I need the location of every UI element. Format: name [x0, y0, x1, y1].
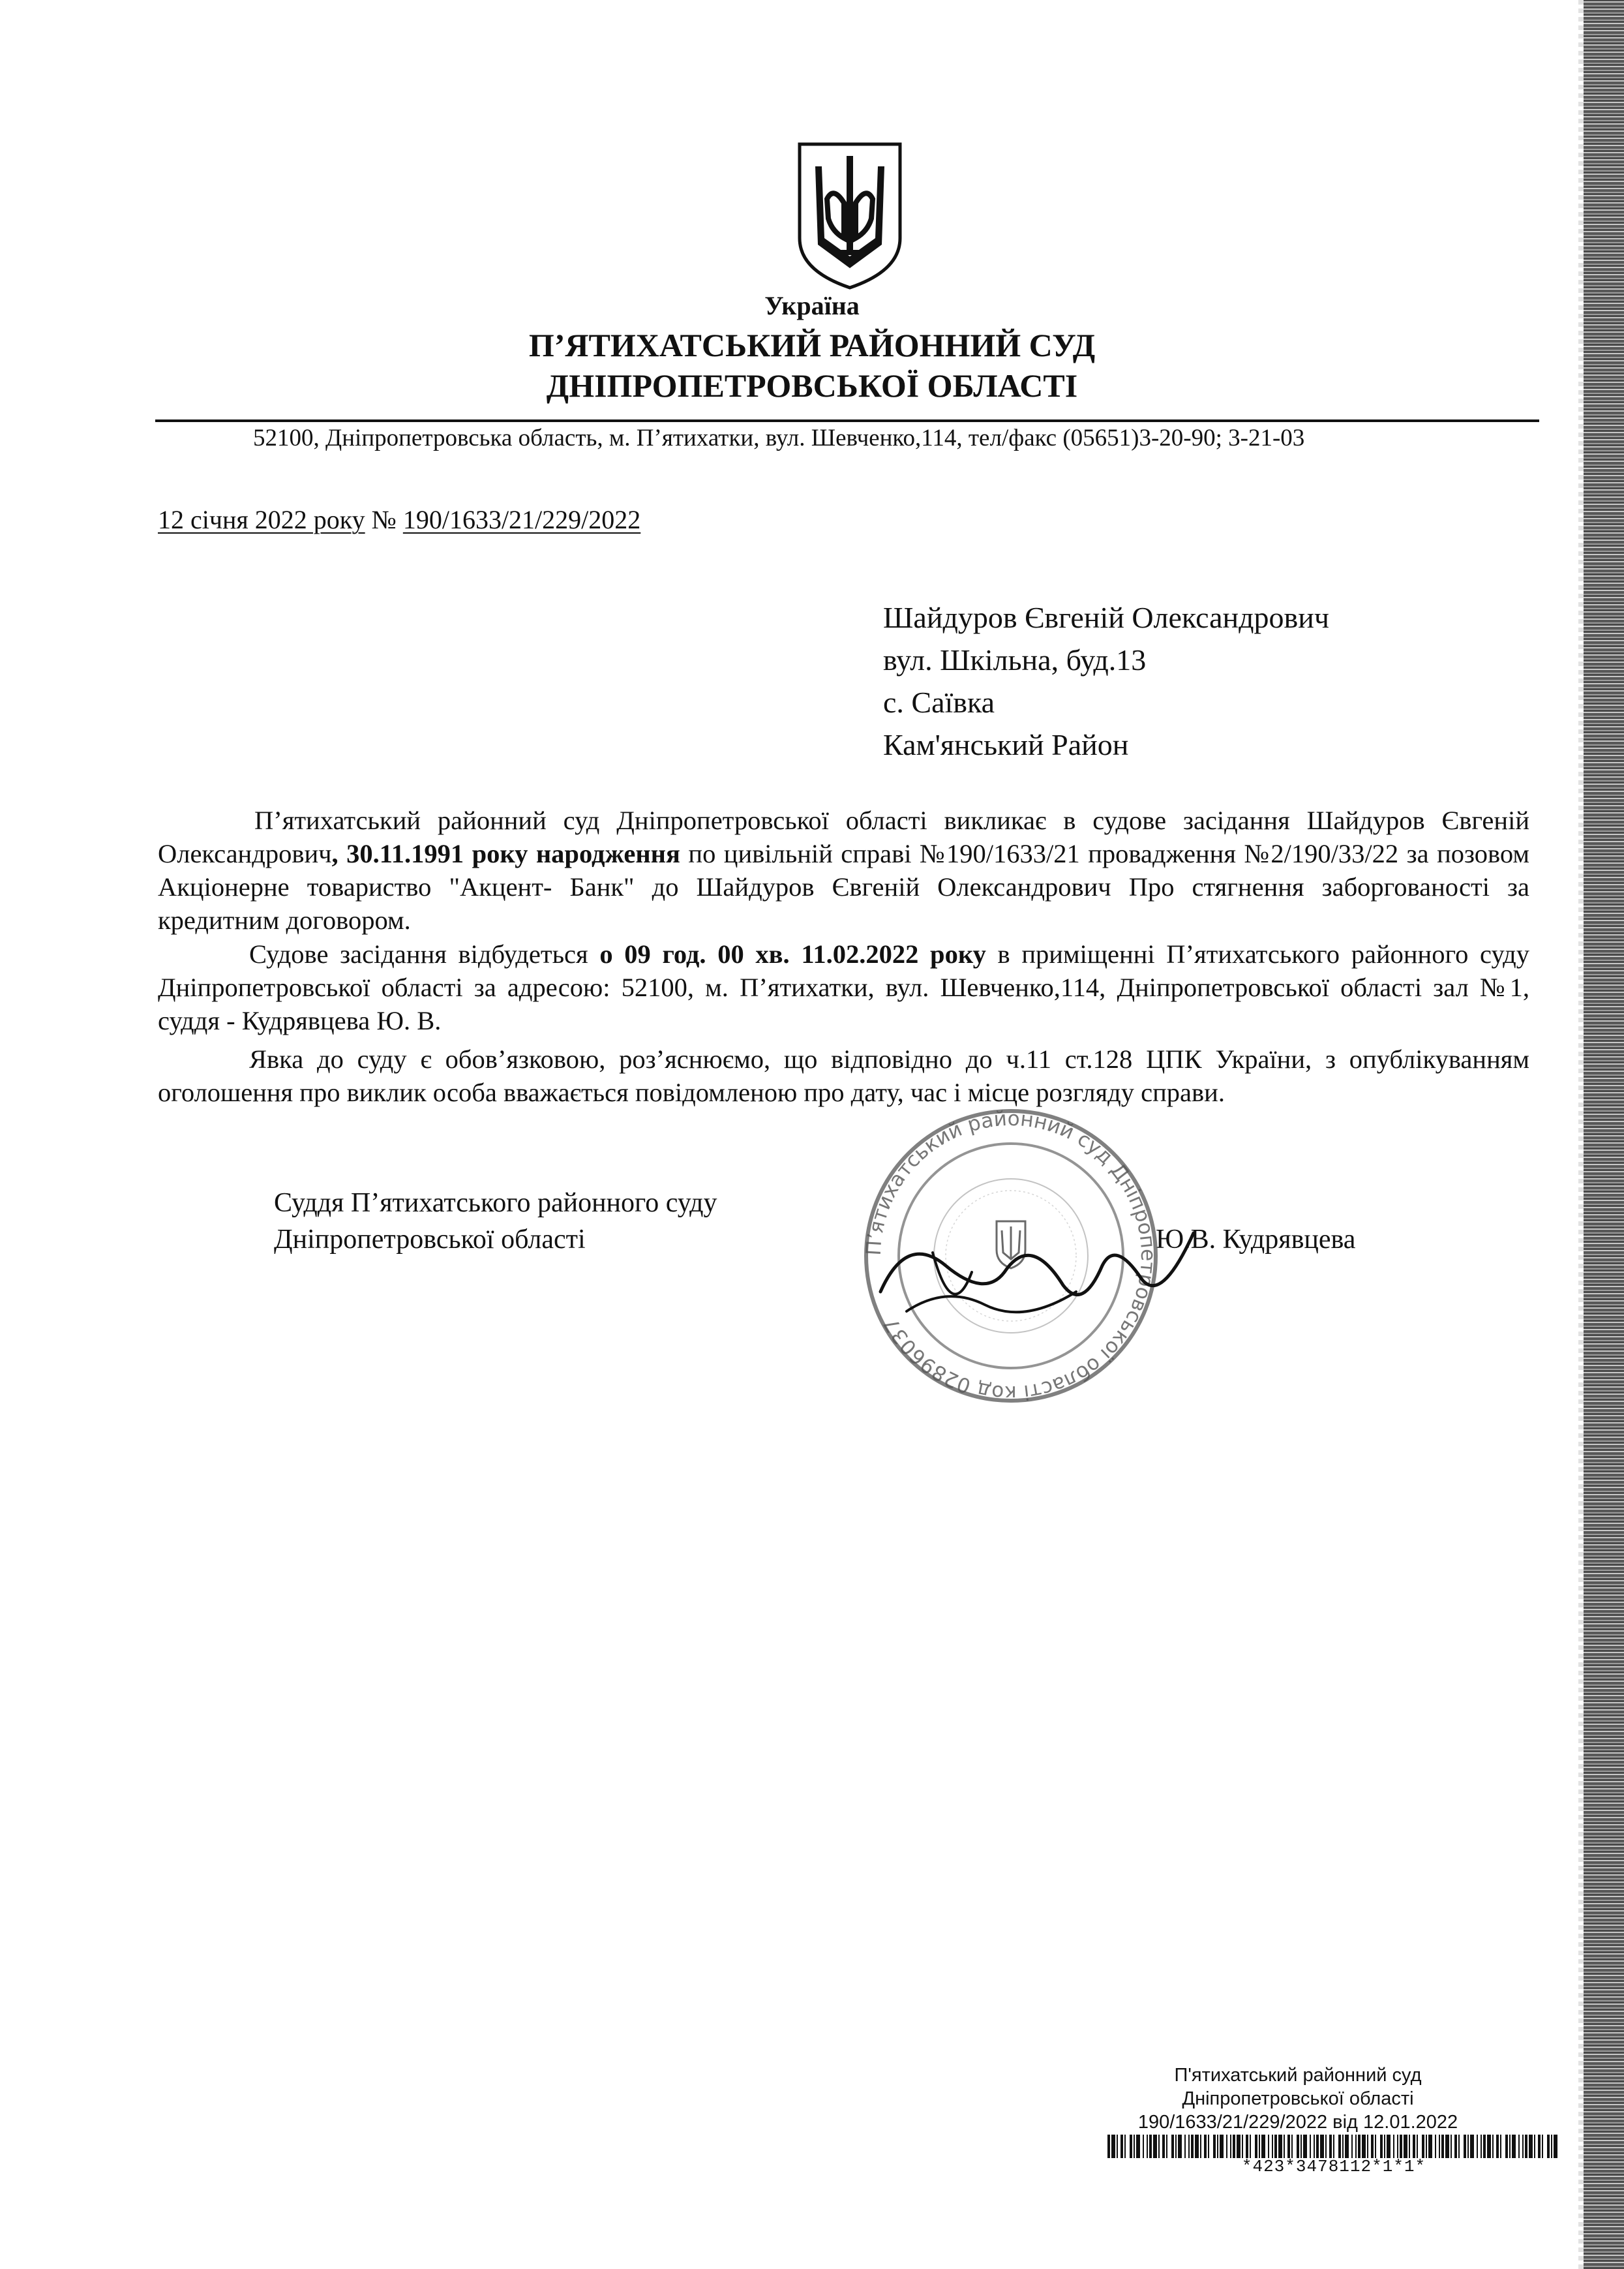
case-text: по цивільній справі №190/1633/21 провадження №2/190/33/22 за позовом Акціонерне товариство "Акцент- Банк" до Шайдуров Євгеній Олександрович Про стягнення заборгованості за кредитним договором. [158, 839, 1529, 935]
body-paragraph-3 [158, 1043, 1529, 1109]
country-name: Україна [764, 291, 860, 320]
barcode-bar [1529, 2135, 1533, 2158]
barcode-bar [1496, 2135, 1499, 2158]
barcode-bar [1481, 2135, 1482, 2158]
barcode-bar [1371, 2135, 1374, 2158]
barcode-bar [1355, 2135, 1357, 2158]
barcode-bar [1134, 2135, 1135, 2158]
barcode-bar [1111, 2135, 1115, 2158]
barcode-bar [1124, 2135, 1126, 2158]
barcode-bar [1117, 2135, 1118, 2158]
barcode-bar [1413, 2135, 1415, 2158]
judge-title-line1: Суддя П’ятихатського районного суду [274, 1188, 717, 1218]
barcode-bar [1439, 2135, 1440, 2158]
barcode-bar [1351, 2135, 1353, 2158]
barcode-bar [1287, 2135, 1290, 2158]
barcode-bar [1492, 2135, 1494, 2158]
barcode-bar [1208, 2135, 1209, 2158]
barcode-bar [1483, 2135, 1486, 2158]
barcode-bar [1464, 2135, 1466, 2158]
barcode-bar [1426, 2135, 1427, 2158]
barcode-bar [1333, 2135, 1334, 2158]
barcode-bar [1522, 2135, 1524, 2158]
registration-stamp [1011, 2063, 1585, 2134]
barcode-bar [1217, 2135, 1218, 2158]
barcode-bar [1120, 2135, 1123, 2158]
barcode-bar [1454, 2135, 1457, 2158]
barcode-bar [1393, 2135, 1394, 2158]
barcode-bar [1487, 2135, 1491, 2158]
outgoing-number: 190/1633/21/229/2022 [402, 505, 641, 534]
barcode-bar [1367, 2135, 1368, 2158]
seal-text: П’ятихатський районний суд Дніпропетровської області код 02896037 [862, 1106, 1160, 1405]
body-paragraph-1 [158, 804, 1529, 937]
barcode-bar [1301, 2135, 1302, 2158]
barcode-bar [1246, 2135, 1248, 2158]
barcode-bar [1470, 2135, 1474, 2158]
barcode-bar [1329, 2135, 1332, 2158]
barcode-bar [1149, 2135, 1152, 2158]
barcode-bar [1268, 2135, 1269, 2158]
barcode-bar [1272, 2135, 1273, 2158]
barcode-bar [1130, 2135, 1132, 2158]
barcode-bar [1274, 2135, 1277, 2158]
barcode-bar [1551, 2135, 1552, 2158]
judge-name: Ю.В. Кудрявцева [1156, 1225, 1356, 1255]
registration-region: Дніпропетровської області [1182, 2088, 1414, 2109]
barcode-bar [1428, 2135, 1432, 2158]
barcode-bar [1441, 2135, 1444, 2158]
barcode-bar [1384, 2135, 1385, 2158]
recipient-village: с. Саївка [883, 686, 995, 719]
barcode-bar [1477, 2135, 1478, 2158]
barcode-bar [1188, 2135, 1190, 2158]
birth-date: , 30.11.1991 року народження [331, 839, 680, 868]
barcode-bar [1362, 2135, 1366, 2158]
barcode-text: *423*3478112*1*1* [1241, 2157, 1426, 2176]
barcode-bar [1195, 2135, 1199, 2158]
barcode-bar [1291, 2135, 1293, 2158]
barcode [1107, 2135, 1557, 2158]
barcode-bar [1500, 2135, 1501, 2158]
barcode-bar [1226, 2135, 1227, 2158]
barcode-bar [1325, 2135, 1327, 2158]
barcode-bar [1451, 2135, 1452, 2158]
barcode-bar [1422, 2135, 1424, 2158]
barcode-bar [1107, 2135, 1110, 2158]
barcode-bar [1345, 2135, 1349, 2158]
attendance-notice: Явка до суду є обов’язковою, роз’яснюємо, що відповідно до ч.11 ст.128 ЦПК України, з опублікуванням оголошення про виклик особа вважається повідомленою про дату, час і місце розгляду справи. [158, 1044, 1529, 1107]
judge-signature [867, 1194, 1207, 1337]
hearing-place: в приміщенні П’ятихатського районного суду Дніпропетровської області за адресою: 52100, м. П’ятихатки, вул. Шевченко,114, Дніпропетровської області зал №1, суддя - Кудрявцева Ю. В. [158, 939, 1529, 1035]
summons-text: П’ятихатський районний суд Дніпропетровської області викликає в судове засідання Шайдуров Євгеній Олександрович [158, 806, 1529, 868]
barcode-bar [1380, 2135, 1383, 2158]
barcode-bar [1375, 2135, 1376, 2158]
barcode-bar [1259, 2135, 1260, 2158]
barcode-bar [1297, 2135, 1299, 2158]
barcode-bar [1458, 2135, 1460, 2158]
coat-of-arms-icon [794, 140, 905, 290]
recipient-street: вул. Шкільна, буд.13 [883, 643, 1147, 677]
barcode-bar [1547, 2135, 1550, 2158]
barcode-bar [1284, 2135, 1285, 2158]
barcode-bar [1342, 2135, 1344, 2158]
court-name: П’ЯТИХАТСЬКИЙ РАЙОННИЙ СУД [528, 327, 1096, 363]
barcode-bar [1387, 2135, 1391, 2158]
outgoing-date: 12 січня 2022 року [158, 505, 365, 534]
barcode-bar [1233, 2135, 1235, 2158]
barcode-bar [1509, 2135, 1511, 2158]
barcode-bar [1153, 2135, 1157, 2158]
body-paragraph-2 [158, 937, 1529, 1037]
barcode-bar [1162, 2135, 1165, 2158]
barcode-bar [1147, 2135, 1148, 2158]
hearing-intro: Судове засідання відбудеться [249, 939, 600, 969]
outgoing-reference [158, 504, 640, 535]
barcode-bar [1400, 2135, 1402, 2158]
number-sign: № [371, 505, 397, 534]
barcode-bar [1171, 2135, 1174, 2158]
barcode-bar [1136, 2135, 1140, 2158]
barcode-bar [1538, 2135, 1541, 2158]
registration-court: П'ятихатський районний суд [1174, 2065, 1422, 2086]
barcode-bar [1505, 2135, 1508, 2158]
recipient-district: Кам'янський Район [883, 728, 1129, 761]
barcode-bar [1417, 2135, 1418, 2158]
barcode-bar [1200, 2135, 1201, 2158]
barcode-bar [1397, 2135, 1398, 2158]
barcode-bar [1230, 2135, 1231, 2158]
barcode-bar [1255, 2135, 1257, 2158]
barcode-bar [1175, 2135, 1177, 2158]
header-divider [155, 419, 1539, 422]
barcode-bar [1554, 2135, 1557, 2158]
barcode-bar [1518, 2135, 1520, 2158]
registration-number: 190/1633/21/229/2022 від 12.01.2022 [1137, 2112, 1458, 2133]
barcode-bar [1435, 2135, 1436, 2158]
barcode-bar [1303, 2135, 1307, 2158]
barcode-bar [1184, 2135, 1186, 2158]
barcode-bar [1261, 2135, 1265, 2158]
barcode-bar [1404, 2135, 1407, 2158]
barcode-bar [1314, 2135, 1315, 2158]
barcode-bar [1242, 2135, 1243, 2158]
court-region: ДНІПРОПЕТРОВСЬКОЇ ОБЛАСТІ [546, 367, 1078, 404]
barcode-bar [1320, 2135, 1324, 2158]
barcode-bar [1237, 2135, 1241, 2158]
barcode-bar [1542, 2135, 1543, 2158]
barcode-bar [1278, 2135, 1282, 2158]
barcode-bar [1525, 2135, 1527, 2158]
barcode-bar [1316, 2135, 1319, 2158]
barcode-bar [1220, 2135, 1224, 2158]
barcode-bar [1409, 2135, 1410, 2158]
barcode-bar [1445, 2135, 1449, 2158]
barcode-bar [1166, 2135, 1167, 2158]
court-contacts: 52100, Дніпропетровська область, м. П’ятихатки, вул. Шевченко,114, тел/факс (05651)3-20-90; 3-21-03 [253, 425, 1305, 451]
judge-title-line2: Дніпропетровської області [274, 1225, 586, 1255]
barcode-bar [1191, 2135, 1194, 2158]
barcode-bar [1213, 2135, 1216, 2158]
hearing-datetime: о 09 год. 00 хв. 11.02.2022 року [599, 939, 986, 969]
barcode-bar [1158, 2135, 1160, 2158]
barcode-bar [1143, 2135, 1144, 2158]
barcode-bar [1358, 2135, 1361, 2158]
barcode-bar [1178, 2135, 1182, 2158]
barcode-bar [1467, 2135, 1469, 2158]
barcode-bar [1534, 2135, 1535, 2158]
barcode-bar [1338, 2135, 1341, 2158]
barcode-bar [1310, 2135, 1311, 2158]
barcode-bar [1250, 2135, 1251, 2158]
recipient-name: Шайдуров Євгеній Олександрович [883, 601, 1330, 634]
barcode-bar [1512, 2135, 1516, 2158]
barcode-bar [1204, 2135, 1207, 2158]
